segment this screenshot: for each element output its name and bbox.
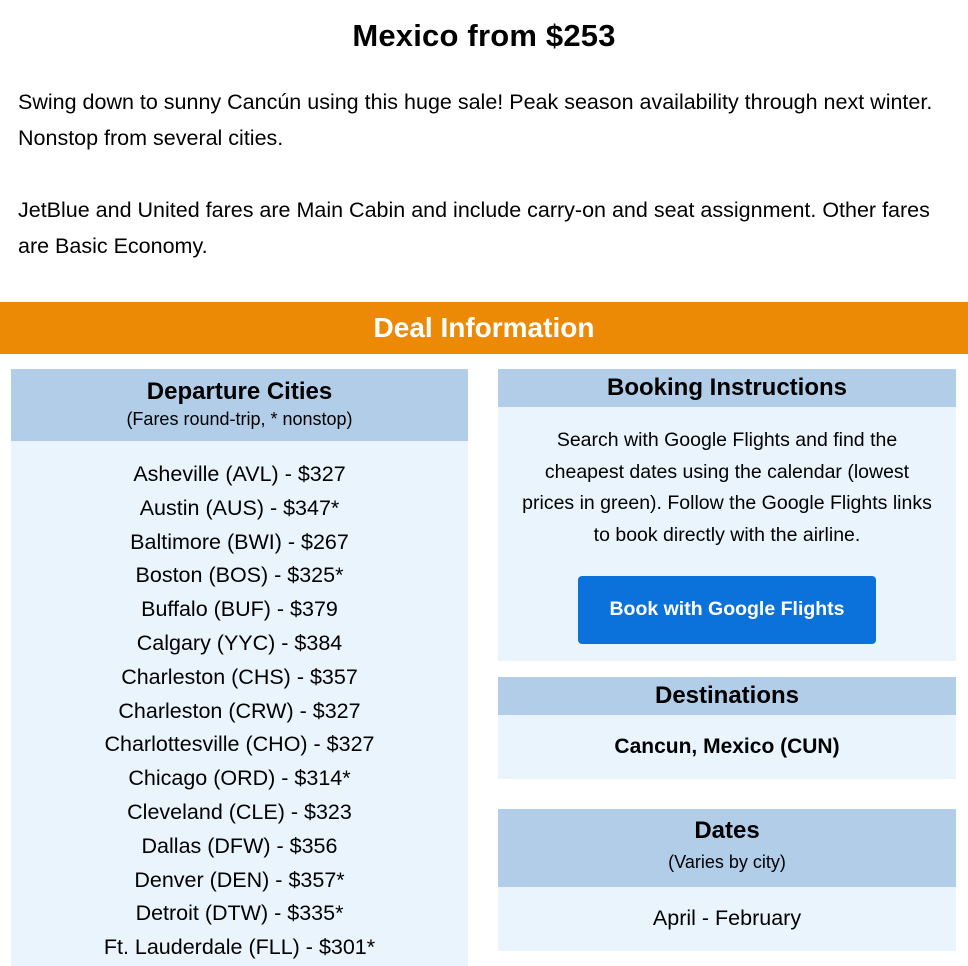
- intro-paragraph: Swing down to sunny Cancún using this huge sale! Peak season availability through next winter. Nonstop from several cities.: [18, 90, 933, 150]
- booking-instructions-panel: [498, 369, 956, 661]
- departure-cities-header: [11, 369, 468, 441]
- list-item: Denver (DEN) - $357*: [134, 867, 345, 892]
- list-item: Dallas (DFW) - $356: [141, 833, 338, 858]
- departure-cities-subheading: (Fares round-trip, * nonstop): [126, 409, 353, 429]
- list-item: Buffalo (BUF) - $379: [141, 597, 338, 622]
- list-item: Chicago (ORD) - $314*: [128, 766, 351, 791]
- list-item: Charleston (CHS) - $357: [121, 664, 358, 689]
- fare-details-paragraph: JetBlue and United fares are Main Cabin and include carry-on and seat assignment. Other fares are Basic Economy.: [18, 198, 930, 258]
- departure-cities-heading: Departure Cities: [146, 378, 333, 405]
- list-item: Calgary (YYC) - $384: [136, 630, 343, 655]
- booking-instructions-header: [498, 369, 956, 407]
- destinations-panel: [498, 677, 956, 779]
- booking-instructions-heading: Booking Instructions: [607, 374, 847, 401]
- list-item: Charleston (CRW) - $327: [118, 698, 361, 723]
- dates-subheading: (Varies by city): [668, 852, 786, 872]
- booking-instructions-text: Search with Google Flights and find the cheapest dates using the calendar (lowest prices in green). Follow the Google Flights links to book directly with the airline.: [522, 429, 932, 547]
- departure-cities-panel: [11, 369, 468, 966]
- list-item: Asheville (AVL) - $327: [133, 462, 346, 486]
- list-item: Baltimore (BWI) - $267: [130, 529, 349, 554]
- departure-city-list: [11, 441, 468, 965]
- list-item: Ft. Lauderdale (FLL) - $301*: [103, 935, 376, 960]
- list-item: Boston (BOS) - $325*: [135, 563, 344, 588]
- dates-value: April - February: [652, 906, 802, 930]
- list-item: Austin (AUS) - $347*: [139, 495, 340, 520]
- destinations-header: [498, 677, 956, 715]
- dates-panel: [498, 809, 956, 951]
- list-item: Detroit (DTW) - $335*: [135, 901, 344, 926]
- list-item: Cleveland (CLE) - $323: [127, 799, 352, 824]
- list-item: Charlottesville (CHO) - $327: [104, 732, 375, 757]
- dates-header: [498, 809, 956, 887]
- destinations-heading: Destinations: [654, 682, 800, 709]
- page-title: Mexico from $253: [352, 18, 616, 53]
- book-with-google-flights-button[interactable]: Book with Google Flights: [578, 576, 876, 644]
- destination-value: Cancun, Mexico (CUN): [614, 735, 840, 758]
- deal-information-header: Deal Information: [0, 302, 968, 354]
- dates-heading: Dates: [694, 817, 760, 844]
